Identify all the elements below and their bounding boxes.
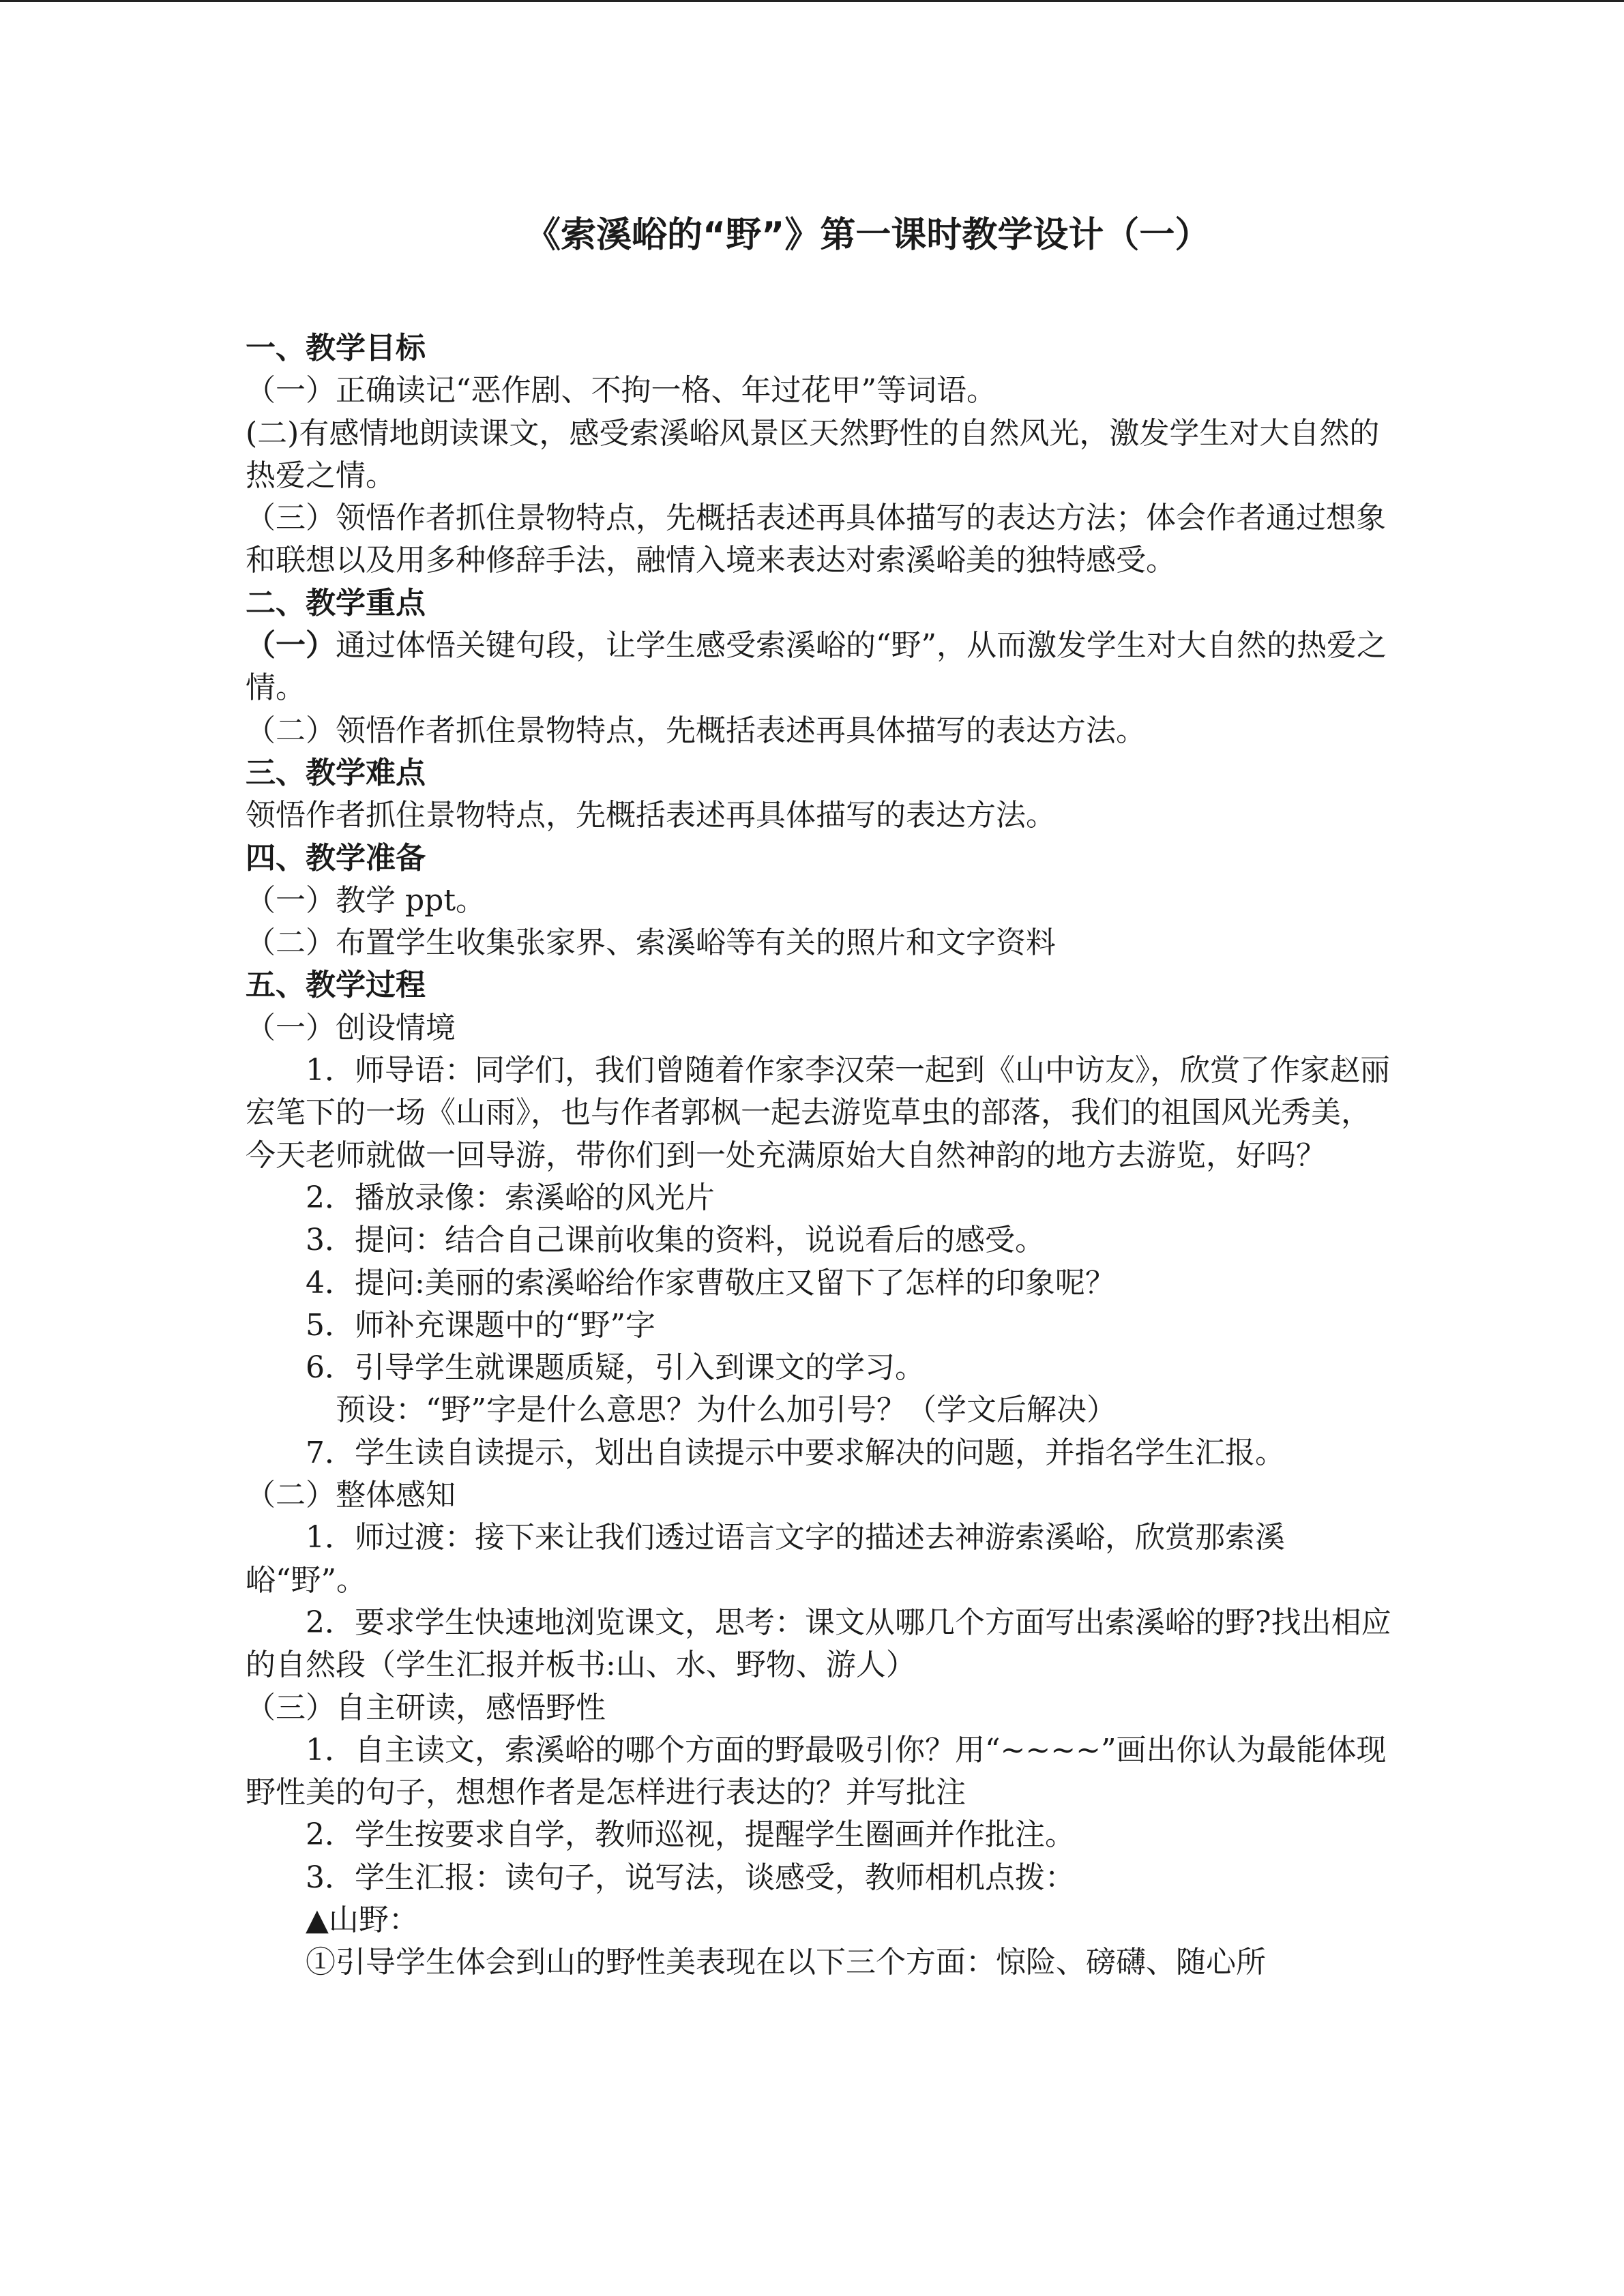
document-title: 《索溪峪的“野”》第一课时教学设计（一） [525, 215, 1211, 256]
process-1-preset: 预设：“野”字是什么意思？为什么加引号？（学文后解决） [336, 1392, 1117, 1428]
process-1-step-3: 3．提问：结合自己课前收集的资料，说说看后的感受。 [306, 1223, 1045, 1258]
section-heading-process: 五、教学过程 [246, 968, 426, 1003]
process-1-step-5: 5．师补充课题中的“野”字 [306, 1307, 655, 1343]
process-1-step-4: 4．提问:美丽的索溪峪给作家曹敬庄又留下了怎样的印象呢？ [306, 1265, 1115, 1300]
objective-item-3: （三）领悟作者抓住景物特点，先概括表述再具体描写的表达方法；体会作者通过想象和联想以及用多种修辞手法，融情入境来表达对索溪峪美的独特感受。 [246, 501, 1386, 578]
mountain-wildness-label: ▲山野： [306, 1902, 419, 1937]
process-1-step-2: 2．播放录像：索溪峪的风光片 [306, 1180, 715, 1215]
key-point-item-1-text: 通过体悟关键句段，让学生感受索溪峪的“野”，从而激发学生对大自然的热爱之情。 [246, 628, 1387, 706]
process-3-step-1: 1．自主读文，索溪峪的哪个方面的野最吸引你？用“~~~~”画出你认为最能体现野性美的句子，想想作者是怎样进行表达的？并写批注 [246, 1732, 1387, 1810]
mountain-wildness-point-1: ①引导学生体会到山的野性美表现在以下三个方面：惊险、磅礴、随心所 [306, 1945, 1266, 1980]
objective-item-1: （一）正确读记“恶作剧、不拘一格、年过花甲”等词语。 [246, 373, 996, 408]
key-point-item-2: （二）领悟作者抓住景物特点，先概括表述再具体描写的表达方法。 [246, 713, 1146, 748]
section-heading-preparation: 四、教学准备 [246, 840, 426, 876]
process-3-step-2: 2．学生按要求自学，教师巡视，提醒学生圈画并作批注。 [306, 1817, 1075, 1853]
top-border-line [0, 0, 1624, 2]
preparation-item-2: （二）布置学生收集张家界、索溪峪等有关的照片和文字资料 [246, 925, 1056, 961]
process-1-step-7: 7．学生读自读提示，划出自读提示中要求解决的问题，并指名学生汇报。 [306, 1435, 1285, 1470]
process-subheading-1: （一）创设情境 [246, 1010, 456, 1045]
key-point-item-1 [246, 625, 1391, 710]
process-subheading-3: （三）自主研读，感悟野性 [246, 1690, 606, 1725]
document-page [246, 211, 1391, 1984]
objective-item-2: (二)有感情地朗读课文，感受索溪峪风景区天然野性的自然风光，激发学生对大自然的热爱之情。 [246, 415, 1380, 493]
preparation-item-1: （一）教学 ppt。 [246, 882, 486, 918]
process-2-step-1: 1．师过渡：接下来让我们透过语言文字的描述去神游索溪峪，欣赏那索溪峪“野”。 [246, 1520, 1285, 1598]
process-subheading-2: （二）整体感知 [246, 1478, 456, 1513]
section-heading-objectives: 一、教学目标 [246, 331, 426, 366]
difficulty-text: 领悟作者抓住景物特点，先概括表述再具体描写的表达方法。 [246, 798, 1056, 833]
section-heading-difficulties: 三、教学难点 [246, 755, 426, 790]
key-point-item-1-prefix: （一） [246, 628, 336, 664]
process-1-step-1: 1．师导语：同学们，我们曾随着作家李汉荣一起到《山中访友》，欣赏了作家赵丽宏笔下的一场《山雨》，也与作者郭枫一起去游览草虫的部落，我们的祖国风光秀美，今天老师就做一回导游，带你们到一处充满原始大自然神韵的地方去游览，好吗？ [246, 1053, 1390, 1173]
process-1-step-6: 6．引导学生就课题质疑，引入到课文的学习。 [306, 1350, 925, 1386]
process-2-step-2: 2．要求学生快速地浏览课文，思考：课文从哪几个方面写出索溪峪的野?找出相应的自然段（学生汇报并板书:山、水、野物、游人） [246, 1605, 1391, 1683]
process-3-step-3: 3．学生汇报：读句子，说写法，谈感受，教师相机点拨： [306, 1860, 1075, 1895]
section-heading-key-points: 二、教学重点 [246, 585, 426, 621]
